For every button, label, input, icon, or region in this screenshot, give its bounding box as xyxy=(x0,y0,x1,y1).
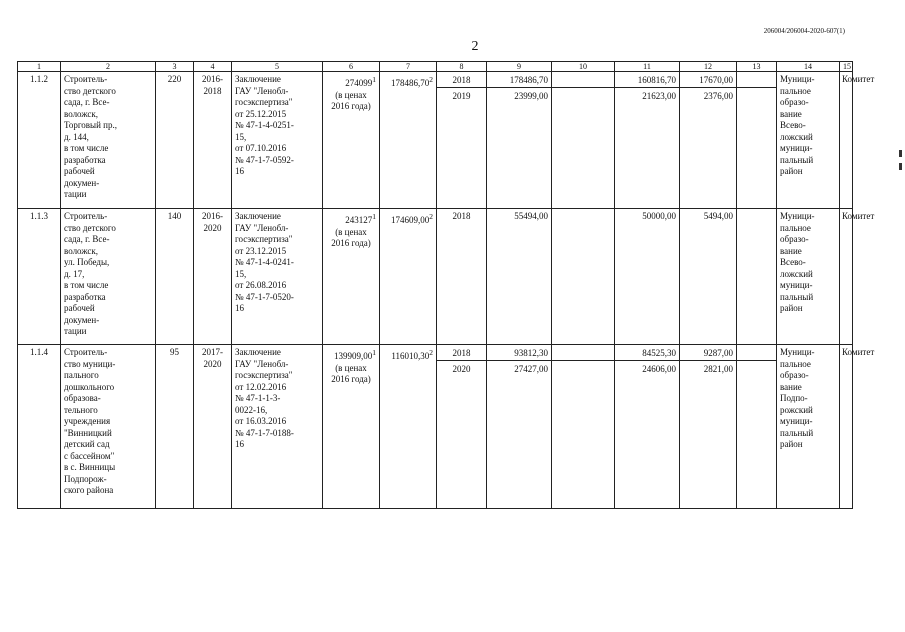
object-name: Строитель- ство муници- пального дошкольного образова- тельного учреждения "Винницкий детский сад с бассейном" в с. Винницы Подпорож- ского района xyxy=(61,345,156,508)
col13-value xyxy=(737,209,777,344)
expertise-conclusion: Заключение ГАУ "Ленобл- госэкспертиза" от 23.12.2015 № 47-1-4-0241- 15, от 26.08.2016 № 47-1-7-0520- 16 xyxy=(232,209,323,344)
scan-mark xyxy=(899,150,902,157)
row-number: 1.1.3 xyxy=(18,209,61,344)
estimated-cost-value: 139909,00 xyxy=(334,351,373,361)
total-funding: 178486,70 xyxy=(487,72,551,88)
header-col-7: 7 xyxy=(380,62,437,72)
year: 2020 xyxy=(452,364,471,374)
col12-cell xyxy=(680,72,737,208)
header-col-8: 8 xyxy=(437,62,487,72)
year: 2019 xyxy=(452,91,471,101)
municipality: Муници- пальное образо- вание Всево- ложский муници- пальный район xyxy=(777,209,840,344)
estimated-cost-footnote: 1 xyxy=(372,348,376,357)
col12-value: 5494,00 xyxy=(680,209,737,344)
year: 2018 xyxy=(437,209,487,344)
remaining-cost-footnote: 2 xyxy=(429,348,433,357)
total-funding-cell xyxy=(487,72,552,208)
remaining-cost xyxy=(380,72,437,208)
responsible-body: Комитет xyxy=(842,74,875,84)
col12-cell xyxy=(680,345,737,508)
col13-cell xyxy=(737,345,777,508)
remaining-cost-footnote: 2 xyxy=(429,212,433,221)
col11-value: 21623,00 xyxy=(642,91,676,101)
col10-cell xyxy=(552,72,615,208)
remaining-cost-value: 178486,70 xyxy=(391,78,430,88)
table-row xyxy=(17,345,875,509)
header-col-1: 1 xyxy=(18,62,61,72)
estimated-cost xyxy=(323,209,380,344)
remaining-cost xyxy=(380,345,437,508)
estimated-cost xyxy=(323,72,380,208)
col13-value xyxy=(737,345,776,361)
expertise-conclusion: Заключение ГАУ "Ленобл- госэкспертиза" от 25.12.2015 № 47-1-4-0251- 15, от 07.10.2016 № 47-1-7-0592- 16 xyxy=(232,72,323,208)
header-col-10: 10 xyxy=(552,62,615,72)
estimated-cost-value: 243127 xyxy=(345,215,373,225)
year-cell xyxy=(437,72,487,208)
header-col-15: 15 xyxy=(843,62,851,71)
col10-value xyxy=(552,72,614,88)
header-col-2: 2 xyxy=(61,62,156,72)
remaining-cost-value: 116010,30 xyxy=(391,351,430,361)
header-col-6: 6 xyxy=(323,62,380,72)
estimated-cost-note: (в ценах 2016 года) xyxy=(331,226,371,248)
col10-value xyxy=(552,345,614,361)
col10-value xyxy=(552,88,614,104)
total-funding: 27427,00 xyxy=(514,364,548,374)
municipality: Муници- пальное образо- вание Всево- ложский муници- пальный район xyxy=(777,72,840,208)
page-number: 2 xyxy=(471,39,479,54)
construction-period: 2017- 2020 xyxy=(194,345,232,508)
year: 2018 xyxy=(437,345,486,361)
col11-value: 24606,00 xyxy=(642,364,676,374)
col10-value xyxy=(552,209,615,344)
remaining-cost-footnote: 2 xyxy=(429,75,433,84)
header-col-3: 3 xyxy=(156,62,194,72)
table-row xyxy=(17,209,875,345)
header-col-12: 12 xyxy=(680,62,737,72)
estimated-cost-footnote: 1 xyxy=(372,212,376,221)
header-col-11: 11 xyxy=(615,62,680,72)
col11-value: 84525,30 xyxy=(615,345,679,361)
col10-cell xyxy=(552,345,615,508)
col10-value xyxy=(552,361,614,377)
col13-cell xyxy=(737,72,777,208)
col13-value xyxy=(737,88,776,104)
col11-cell xyxy=(615,72,680,208)
remaining-cost-value: 174609,00 xyxy=(391,215,430,225)
header-col-14: 14 xyxy=(777,62,840,72)
total-funding-cell xyxy=(487,345,552,508)
row-number: 1.1.4 xyxy=(18,345,61,508)
col13-value xyxy=(737,361,776,377)
remaining-cost xyxy=(380,209,437,344)
col11-value: 50000,00 xyxy=(615,209,680,344)
header-col-5: 5 xyxy=(232,62,323,72)
total-funding: 55494,00 xyxy=(487,209,552,344)
document-code: 206004/206004-2020-607(1) xyxy=(763,27,845,35)
municipality: Муници- пальное образо- вание Подпо- рожский муници- пальный район xyxy=(777,345,840,508)
capacity: 140 xyxy=(156,209,194,344)
total-funding: 93812,30 xyxy=(487,345,551,361)
table-row xyxy=(17,72,875,209)
estimated-cost xyxy=(323,345,380,508)
capacity: 95 xyxy=(156,345,194,508)
col12-value: 9287,00 xyxy=(680,345,736,361)
col12-value: 2821,00 xyxy=(703,364,733,374)
col12-value: 2376,00 xyxy=(703,91,733,101)
col11-cell xyxy=(615,345,680,508)
col13-value xyxy=(737,72,776,88)
responsible-body: Комитет xyxy=(842,347,875,357)
object-name: Строитель- ство детского сада, г. Все- воложск, ул. Победы, д. 17, в том числе разработка рабочей докумен- тации xyxy=(61,209,156,344)
estimated-cost-value: 274099 xyxy=(345,78,373,88)
col12-value: 17670,00 xyxy=(680,72,736,88)
total-funding: 23999,00 xyxy=(514,91,548,101)
header-col-9: 9 xyxy=(487,62,552,72)
year: 2018 xyxy=(437,72,486,88)
estimated-cost-footnote: 1 xyxy=(372,75,376,84)
col11-value: 160816,70 xyxy=(615,72,679,88)
expertise-conclusion: Заключение ГАУ "Ленобл- госэкспертиза" от 12.02.2016 № 47-1-1-3- 0022-16, от 16.03.2016 № 47-1-7-0188- 16 xyxy=(232,345,323,508)
capacity: 220 xyxy=(156,72,194,208)
header-col-4: 4 xyxy=(194,62,232,72)
responsible-body: Комитет xyxy=(842,211,875,221)
header-col-13: 13 xyxy=(737,62,777,72)
row-number: 1.1.2 xyxy=(18,72,61,208)
table-header xyxy=(17,61,853,72)
construction-period: 2016- 2018 xyxy=(194,72,232,208)
construction-period: 2016- 2020 xyxy=(194,209,232,344)
estimated-cost-note: (в ценах 2016 года) xyxy=(331,89,371,111)
year-cell xyxy=(437,345,487,508)
object-name: Строитель- ство детского сада, г. Все- воложск, Торговый пр., д. 144, в том числе разработка рабочей докумен- тации xyxy=(61,72,156,208)
estimated-cost-note: (в ценах 2016 года) xyxy=(331,362,371,384)
scan-mark xyxy=(899,163,902,170)
